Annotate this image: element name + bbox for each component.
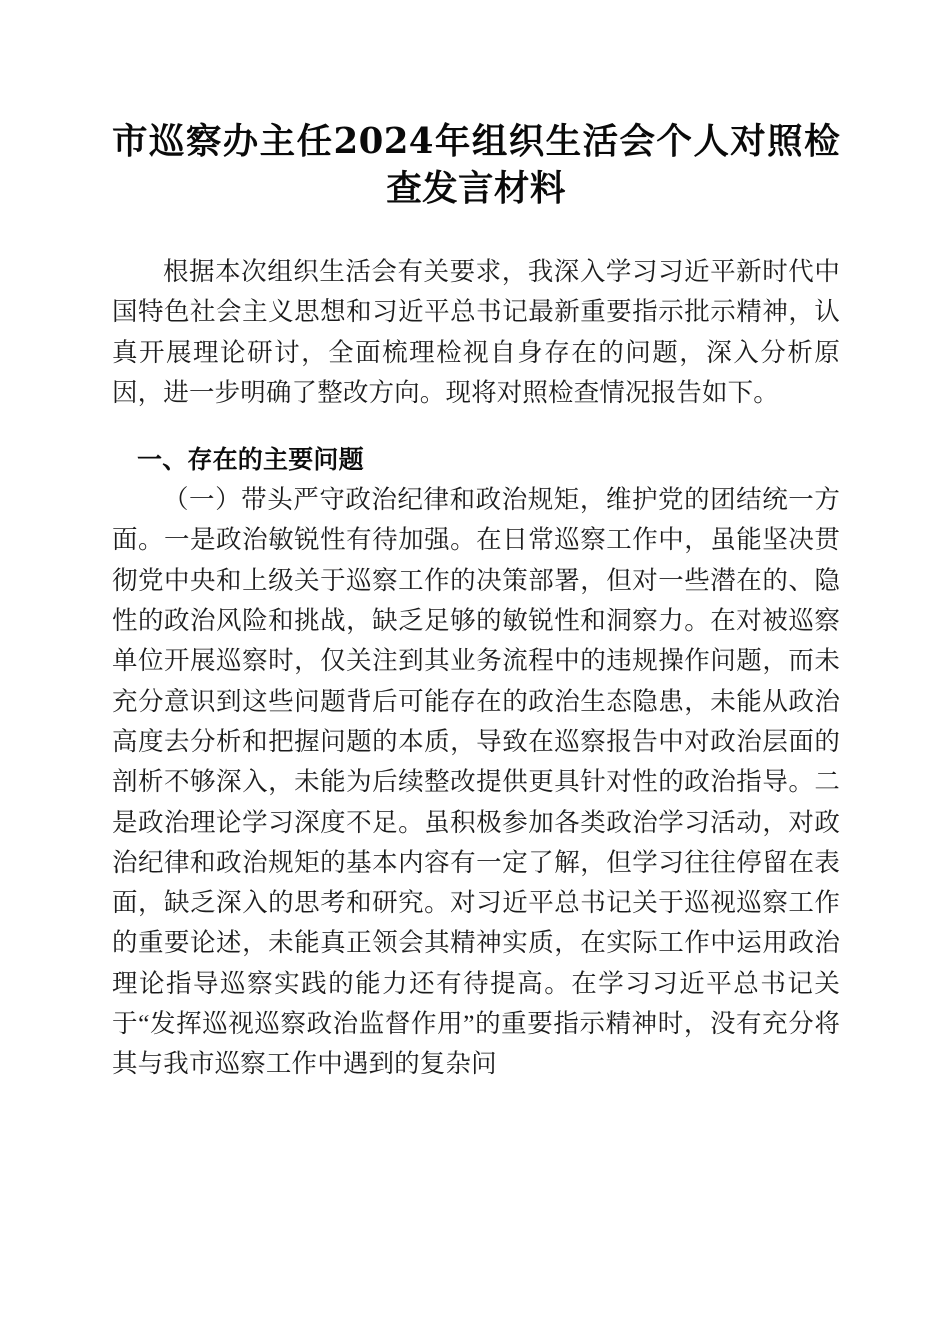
section-heading-main-problems: 一、存在的主要问题 xyxy=(137,445,364,475)
page-content xyxy=(112,0,840,1085)
preamble-paragraph: 根据本次组织生活会有关要求，我深入学习习近平新时代中国特色社会主义思想和习近平总书记最新重要指示批示精神，认真开展理论研讨，全面梳理检视自身存在的问题，深入分析原因，进一步明确了整改方向。现将对照检查情况报告如下。 xyxy=(112,257,840,407)
section-paragraph-1: （一）带头严守政治纪律和政治规矩，维护党的团结统一方面。一是政治敏锐性有待加强。在日常巡察工作中，虽能坚决贯彻党中央和上级关于巡察工作的决策部署，但对一些潜在的、隐性的政治风险和挑战，缺乏足够的敏锐性和洞察力。在对被巡察单位开展巡察时，仅关注到其业务流程中的违规操作问题，而未充分意识到这些问题背后可能存在的政治生态隐患，未能从政治高度去分析和把握问题的本质，导致在巡察报告中对政治层面的剖析不够深入，未能为后续整改提供更具针对性的政治指导。二是政治理论学习深度不足。虽积极参加各类政治学习活动，对政治纪律和政治规矩的基本内容有一定了解，但学习往往停留在表面，缺乏深入的思考和研究。对习近平总书记关于巡视巡察工作的重要论述，未能真正领会其精神实质，在实际工作中运用政治理论指导巡察实践的能力还有待提高。在学习习近平总书记关于“发挥巡视巡察政治监督作用”的重要指示精神时，没有充分将其与我市巡察工作中遇到的复杂问 xyxy=(112,485,840,1079)
document-title: 市巡察办主任2024年组织生活会个人对照检查发言材料 xyxy=(112,121,840,209)
